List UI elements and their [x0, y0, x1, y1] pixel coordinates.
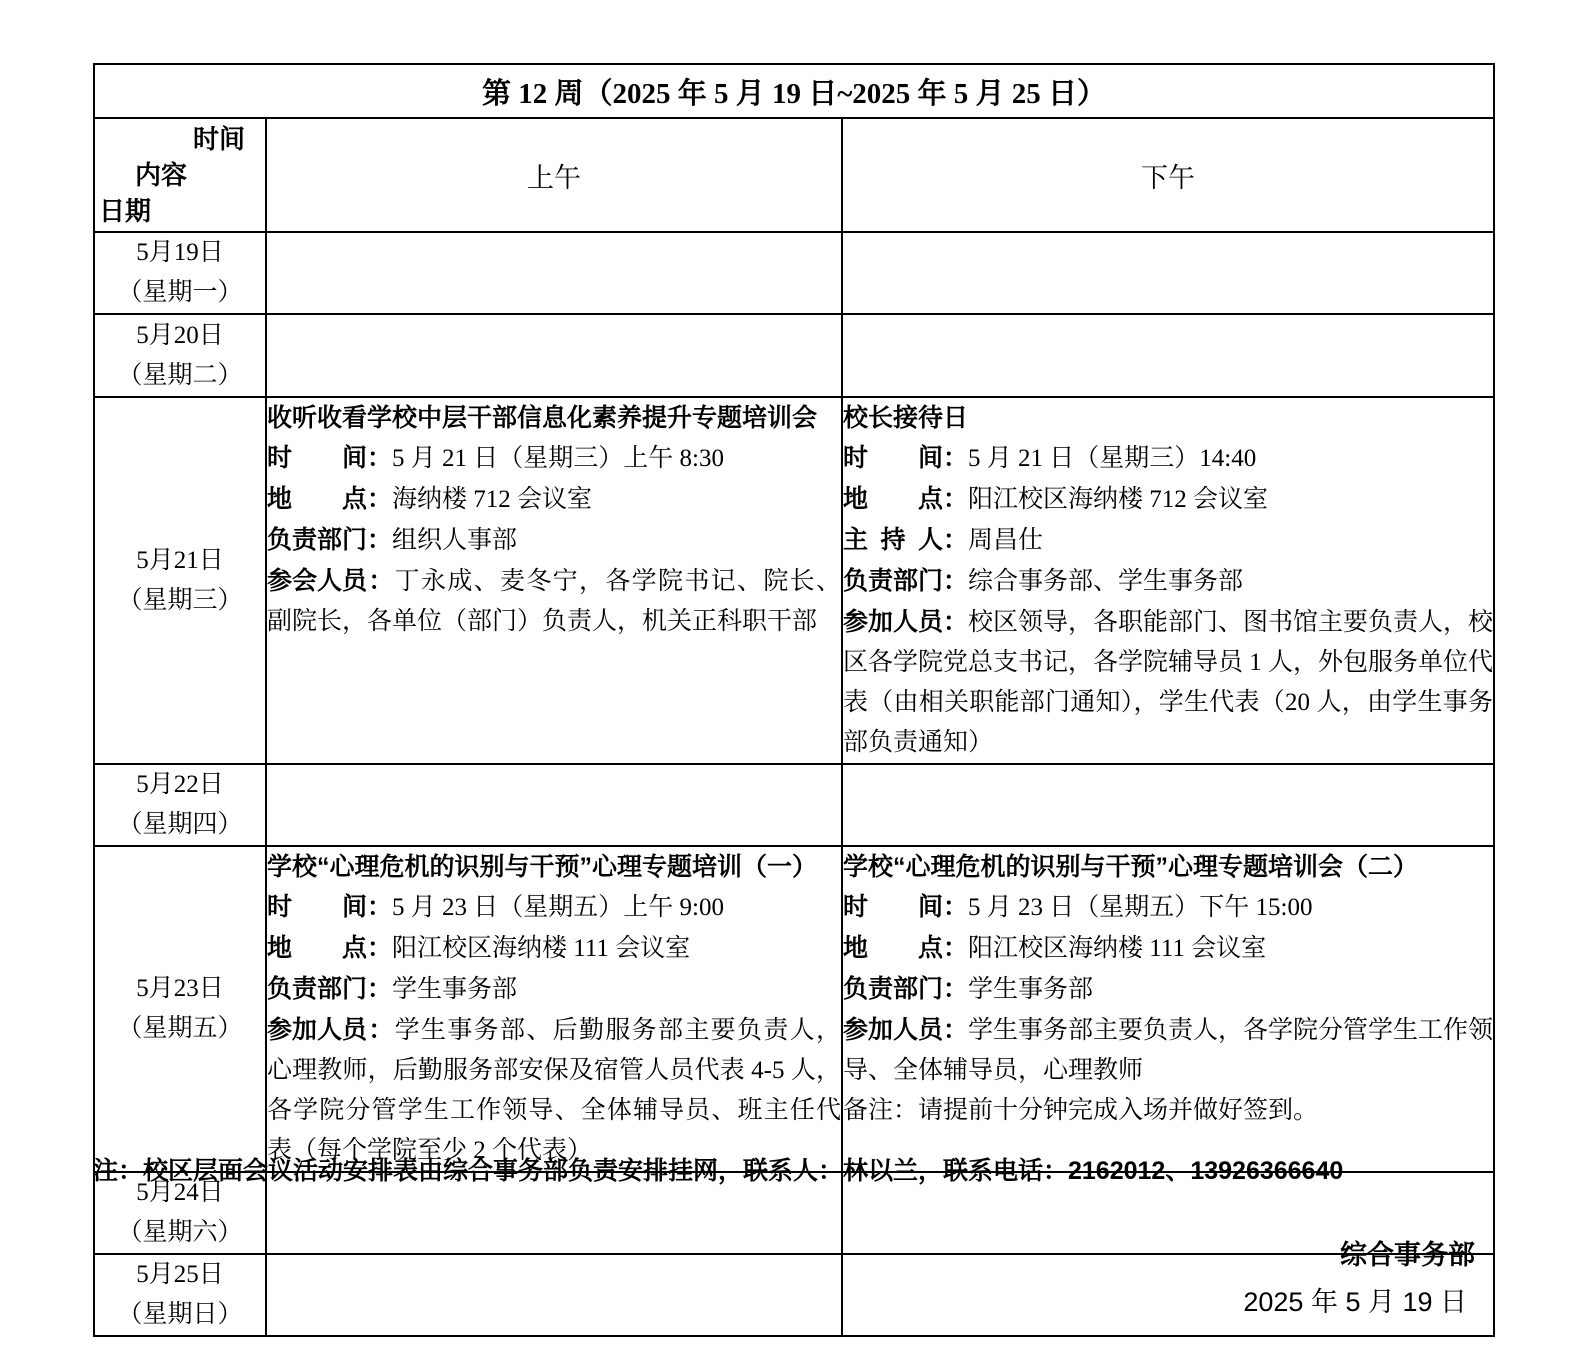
field-colon: ： — [367, 934, 393, 962]
field-label: 地点 — [843, 934, 943, 962]
date-label: 5月19日 — [136, 239, 224, 266]
header-row — [94, 118, 1494, 232]
field-label: 参加人员 — [267, 1016, 368, 1044]
corner-date-label: 日期 — [99, 196, 152, 226]
field-value: 5 月 21 日（星期三）14:40 — [968, 445, 1257, 472]
field-label: 地点 — [843, 485, 943, 513]
field-value: 请提前十分钟完成入场并做好签到。 — [918, 1097, 1319, 1124]
event-field — [843, 438, 1493, 479]
date-label: 5月24日 — [136, 1179, 224, 1206]
event-field — [843, 969, 1493, 1010]
field-label: 负责部门 — [267, 975, 368, 1003]
table-row — [94, 232, 1494, 314]
event-field — [267, 561, 841, 642]
field-label: 时间 — [843, 444, 943, 472]
header-afternoon: 下午 — [842, 118, 1494, 232]
date-label: 5月20日 — [136, 321, 224, 349]
field-value: 学生事务部 — [392, 976, 518, 1003]
date-cell — [94, 764, 266, 846]
field-colon: ： — [367, 526, 393, 554]
table-row — [94, 846, 1494, 1172]
date-cell — [94, 1254, 266, 1336]
date-label: 5月21日 — [136, 546, 224, 574]
corner-content-label: 内容 — [135, 160, 188, 190]
field-value: 综合事务部、学生事务部 — [968, 568, 1244, 595]
header-morning: 上午 — [266, 118, 842, 232]
field-label: 负责部门 — [267, 526, 368, 554]
afternoon-cell — [842, 314, 1494, 397]
date-cell — [94, 397, 266, 764]
event-field — [843, 602, 1493, 763]
field-colon: ： — [943, 934, 969, 962]
event-field — [267, 969, 841, 1010]
event-field — [267, 887, 841, 928]
corner-time-label: 时间 — [192, 124, 245, 154]
weekday-label: （星期四） — [117, 811, 243, 838]
field-label: 备注 — [843, 1097, 894, 1124]
event-field — [843, 520, 1493, 561]
weekday-label: （星期三） — [117, 586, 243, 614]
field-label: 地点 — [267, 934, 367, 962]
morning-cell — [266, 232, 842, 314]
event-field — [843, 561, 1493, 602]
event-field — [843, 479, 1493, 520]
field-colon: ： — [943, 893, 969, 921]
field-value: 5 月 23 日（星期五）上午 9:00 — [392, 894, 724, 921]
field-colon: ： — [943, 975, 969, 1003]
weekday-label: （星期六） — [117, 1219, 243, 1246]
field-colon: ： — [367, 444, 393, 472]
field-value: 周昌仕 — [968, 527, 1044, 554]
field-colon: ： — [943, 485, 969, 513]
field-value: 丁永成、麦冬宁，各学院书记、院长、副院长，各单位（部门）负责人，机关正科职干部 — [267, 568, 841, 635]
event-field — [843, 887, 1493, 928]
field-colon: ： — [943, 608, 969, 636]
table-row — [94, 764, 1494, 846]
field-label: 主持人 — [843, 526, 943, 554]
afternoon-cell — [842, 397, 1494, 764]
title-row — [94, 64, 1494, 118]
event-title: 学校“心理危机的识别与干预”心理专题培训会（二） — [843, 853, 1419, 881]
morning-cell — [266, 846, 842, 1172]
morning-cell — [266, 764, 842, 846]
signature-block — [1243, 1232, 1475, 1326]
field-label: 参加人员 — [843, 608, 944, 636]
field-label: 时间 — [843, 893, 943, 921]
table-row — [94, 397, 1494, 764]
event-title: 校长接待日 — [843, 404, 969, 432]
event-field — [267, 438, 841, 479]
morning-cell — [266, 1254, 842, 1336]
weekday-label: （星期一） — [117, 279, 243, 306]
field-colon: ： — [893, 1097, 919, 1124]
date-cell — [94, 846, 266, 1172]
date-label: 5月23日 — [136, 975, 224, 1002]
table-row — [94, 314, 1494, 397]
field-value: 阳江校区海纳楼 712 会议室 — [968, 486, 1269, 513]
event-field — [267, 1010, 841, 1171]
signature-department: 综合事务部 — [1340, 1240, 1475, 1270]
event-field — [267, 520, 841, 561]
field-colon: ： — [943, 526, 969, 554]
field-label: 时间 — [267, 893, 367, 921]
signature-date: 2025 年 5 月 19 日 — [1243, 1287, 1467, 1317]
footer-note: 注：校区层面会议活动安排表由综合事务部负责安排挂网，联系人：林以兰，联系电话：2162012、13926366640 — [93, 1157, 1344, 1185]
date-cell — [94, 314, 266, 397]
field-value: 组织人事部 — [392, 527, 518, 554]
morning-cell — [266, 314, 842, 397]
field-label: 负责部门 — [843, 975, 944, 1003]
event-field — [843, 1010, 1493, 1091]
field-colon: ： — [943, 1016, 969, 1044]
field-colon: ： — [367, 485, 393, 513]
afternoon-cell — [842, 232, 1494, 314]
date-cell — [94, 232, 266, 314]
field-label: 参会人员 — [267, 567, 368, 595]
afternoon-cell — [842, 846, 1494, 1172]
field-colon: ： — [367, 893, 393, 921]
field-value: 阳江校区海纳楼 111 会议室 — [392, 935, 691, 962]
header-corner — [94, 118, 266, 232]
field-value: 校区领导，各职能部门、图书馆主要负责人，校区各学院党总支书记，各学院辅导员 1 人，外包服务单位代表（由相关职能部门通知），学生代表（20 人，由学生事务部负责通知） — [843, 609, 1494, 756]
event-title: 学校“心理危机的识别与干预”心理专题培训（一） — [267, 853, 818, 881]
field-colon: ： — [367, 1016, 395, 1044]
date-label: 5月22日 — [136, 771, 224, 798]
event-field — [843, 1091, 1493, 1131]
event-field — [267, 928, 841, 969]
afternoon-cell — [842, 764, 1494, 846]
field-value: 学生事务部 — [968, 976, 1094, 1003]
event-title: 收听收看学校中层干部信息化素养提升专题培训会 — [267, 404, 818, 432]
weekday-label: （星期五） — [117, 1015, 243, 1042]
field-value: 学生事务部主要负责人，各学院分管学生工作领导、全体辅导员，心理教师 — [843, 1017, 1494, 1084]
field-colon: ： — [943, 444, 969, 472]
week-title: 第 12 周（2025 年 5 月 19 日~2025 年 5 月 25 日） — [94, 64, 1494, 118]
weekday-label: （星期二） — [117, 361, 243, 389]
field-colon: ： — [367, 975, 393, 1003]
field-value: 海纳楼 712 会议室 — [392, 486, 593, 513]
field-label: 参加人员 — [843, 1016, 944, 1044]
field-colon: ： — [367, 567, 395, 595]
field-label: 地点 — [267, 485, 367, 513]
field-colon: ： — [943, 567, 969, 595]
field-label: 负责部门 — [843, 567, 944, 595]
field-value: 5 月 21 日（星期三）上午 8:30 — [392, 445, 724, 472]
date-label: 5月25日 — [136, 1261, 224, 1288]
event-field — [843, 928, 1493, 969]
field-value: 阳江校区海纳楼 111 会议室 — [968, 935, 1267, 962]
schedule-table — [93, 63, 1495, 1337]
field-label: 时间 — [267, 444, 367, 472]
event-field — [267, 479, 841, 520]
morning-cell — [266, 397, 842, 764]
field-value: 5 月 23 日（星期五）下午 15:00 — [968, 894, 1313, 921]
field-value: 学生事务部、后勤服务部主要负责人，心理教师，后勤服务部安保及宿管人员代表 4-5 人，各学院分管学生工作领导、全体辅导员、班主任代表（每个学院至少 2 个代表） — [267, 1017, 841, 1164]
weekday-label: （星期日） — [117, 1301, 243, 1328]
